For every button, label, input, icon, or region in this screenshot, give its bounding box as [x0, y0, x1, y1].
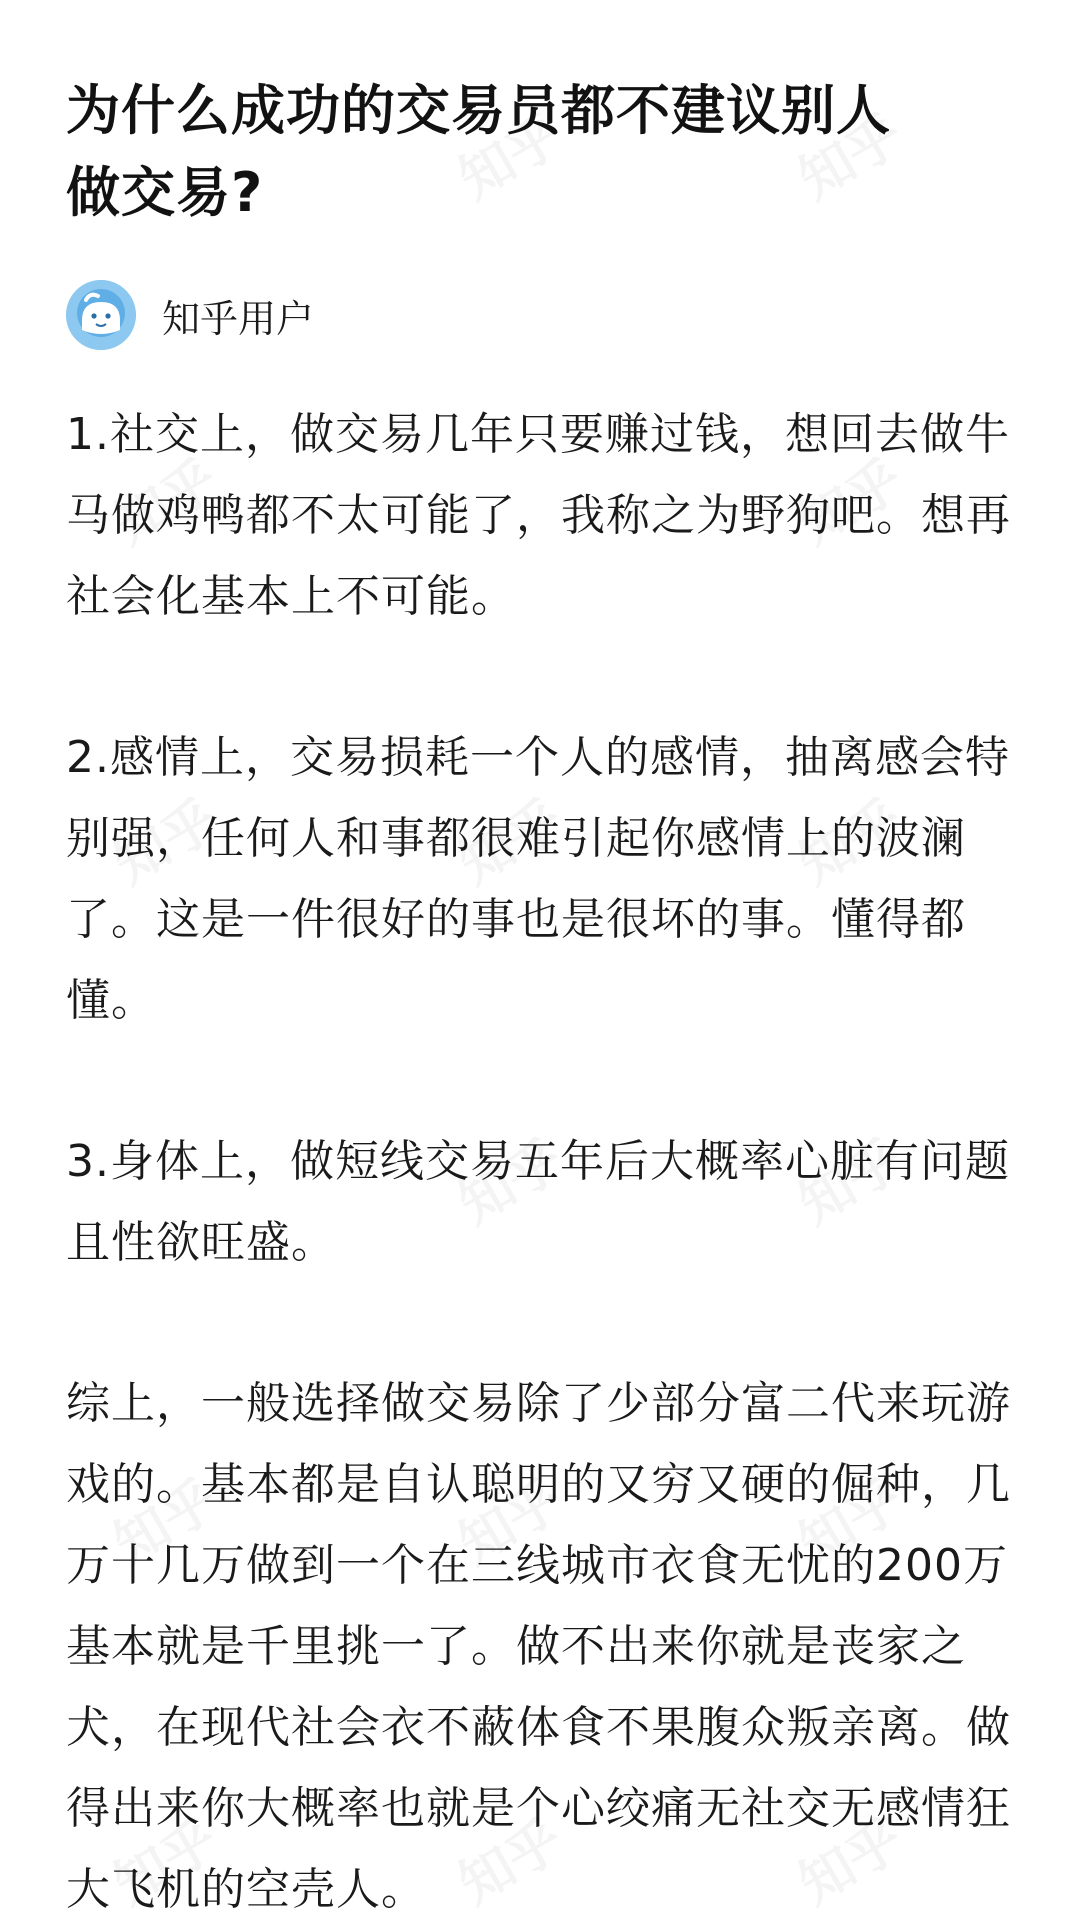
answer-paragraph-1: 1.社交上，做交易几年只要赚过钱，想回去做牛马做鸡鸭都不太可能了，我称之为野狗吧。想再社会化基本上不可能。: [66, 409, 1011, 622]
avatar[interactable]: [66, 280, 136, 350]
zhihu-default-avatar-icon: [66, 280, 136, 350]
answer-paragraph-2: 2.感情上，交易损耗一个人的感情，抽离感会特别强，任何人和事都很难引起你感情上的波澜了。这是一件很好的事也是很坏的事。懂得都懂。: [66, 732, 1010, 1026]
author-row[interactable]: [66, 278, 1019, 352]
question-title-line-1: 为什么成功的交易员都不建议别人: [66, 79, 891, 142]
question-title[interactable]: [66, 70, 1019, 234]
author-name[interactable]: 知乎用户: [162, 296, 315, 341]
answer-paragraph-3: 3.身体上，做短线交易五年后大概率心脏有问题且性欲旺盛。: [66, 1136, 1010, 1268]
answer-paragraph-4: 综上，一般选择做交易除了少部分富二代来玩游戏的。基本都是自认聪明的又穷又硬的倔种，几万十几万做到一个在三线城市衣食无忧的200万基本就是千里挑一了。做不出来你就是丧家之犬，在现代社会衣不蔽体食不果腹众叛亲离。做得出来你大概率也就是个心绞痛无社交无感情狂大飞机的空壳人。: [66, 1378, 1011, 1915]
answer-content: [66, 394, 1019, 1930]
question-title-line-2: 做交易?: [66, 161, 264, 224]
